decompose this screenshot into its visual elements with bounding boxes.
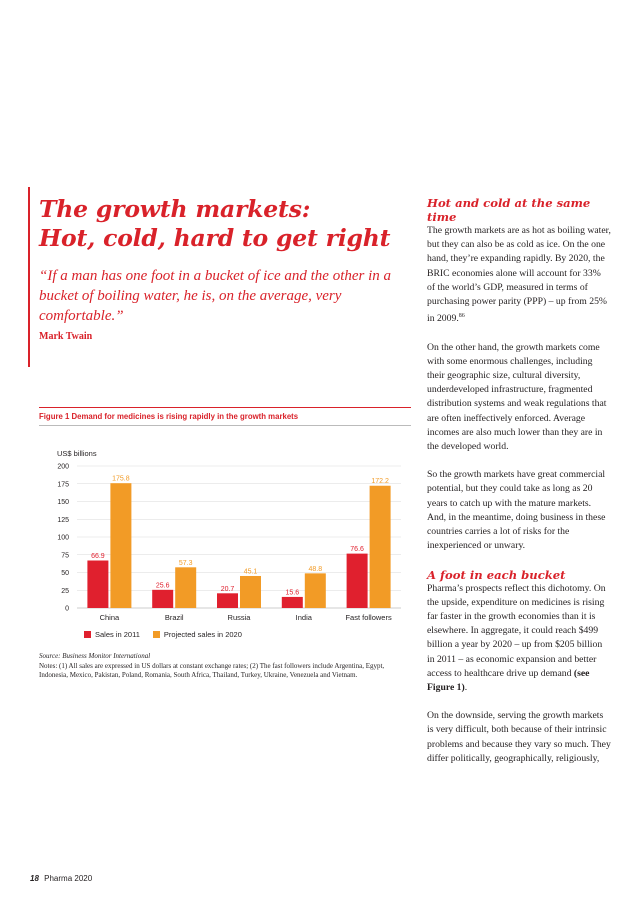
data-label: 25.6 [155, 582, 170, 590]
bar [87, 561, 108, 608]
data-label: 20.7 [220, 585, 235, 593]
page-number: 18 [30, 874, 39, 883]
data-label: 66.9 [91, 553, 105, 561]
x-category-label: Brazil [164, 613, 184, 622]
figure-source-notes [39, 652, 411, 681]
figure-caption: Figure 1 Demand for medicines is rising rapidly in the growth markets [39, 412, 299, 421]
y-axis-label: US$ billions [57, 449, 97, 458]
paragraph-4-text: Pharma’s prospects reflect this dichotomy. On the upside, expenditure on medicines is rising far faster in the growth economies than it is elsewhere. In aggregate, it could reach $499 billion a year by 2020 – up from $205 billion in 2011 – as economic expansion and better access to healthcare drive up demand [427, 582, 606, 679]
page-headline [39, 195, 409, 253]
data-label: 76.6 [350, 546, 364, 554]
bar [152, 590, 173, 608]
figure-source: Source: Business Monitor International [39, 652, 151, 660]
paragraph-2: On the other hand, the growth markets come with some enormous challenges, including their geographic size, cultural diversity, underdeveloped infrastructure, fragmented distribution systems and weak regulations that are often ineffectively enforced. Average incomes are also much lower than they are in the developed world. [427, 341, 607, 453]
legend-label-2011: Sales in 2011 [95, 630, 140, 639]
bar [110, 483, 131, 608]
figure-top-rule [39, 407, 411, 408]
bar [175, 567, 196, 608]
footnote-ref-86: 86 [458, 313, 465, 320]
section-heading-foot-bucket: A foot in each bucket [427, 567, 566, 582]
bar [305, 573, 326, 608]
legend-item-2020 [153, 630, 242, 639]
figure-notes: Notes: (1) All sales are expressed in US dollars at constant exchange rates; (2) The fast followers include Argentina, Egypt, Indonesia, Mexico, Pakistan, Poland, Romania, South Africa, Thailand, Turkey, Ukraine, Venezuela and Vietnam. [39, 661, 385, 679]
y-tick-label: 150 [57, 499, 69, 506]
y-tick-label: 125 [57, 516, 69, 524]
y-tick-label: 0 [65, 605, 69, 613]
paragraph-1-text: The growth markets are as hot as boiling water, but they can also be as cold as ice. On the one hand, they’re expanding rapidly. By 2020, the BRIC economies alone will account for 33% of the world’s GDP, measured in terms of purchasing power parity (PPP) – up from 25% in 2009. [427, 225, 611, 325]
legend-item-2011 [84, 630, 140, 639]
headline-accent-rule [28, 187, 30, 367]
legend-swatch-2020 [153, 631, 160, 638]
headline-line-2: Hot, cold, hard to get right [39, 224, 391, 252]
data-label: 57.3 [178, 559, 193, 567]
footer-title: Pharma 2020 [44, 874, 93, 883]
bar [240, 576, 261, 608]
chart-legend [84, 630, 255, 639]
x-category-label: Fast followers [345, 613, 392, 622]
data-label: 48.8 [308, 565, 323, 573]
bar [347, 554, 368, 608]
figure-reference: (see Figure 1) [427, 667, 590, 693]
headline-line-1: The growth markets: [39, 195, 311, 223]
quote-author: Mark Twain [39, 331, 93, 342]
x-category-label: India [295, 613, 312, 622]
data-label: 15.6 [285, 589, 300, 597]
paragraph-3: So the growth markets have great commercial potential, but they could take as long as 20 years to catch up with the mature markets. And, in the meantime, doing business in these countries carries a lot of risks for the inexperienced or unwary. [427, 469, 606, 552]
legend-swatch-2011 [84, 631, 91, 638]
y-tick-label: 75 [61, 552, 69, 560]
y-tick-label: 50 [61, 570, 69, 577]
y-tick-label: 100 [57, 534, 69, 542]
x-category-label: China [99, 613, 120, 622]
bar [217, 593, 238, 608]
paragraph-4: Pharma’s prospects reflect this dichotomy. On the upside, expenditure on medicines is rising far faster in the growth economies than it is elsewhere. In aggregate, it could reach $499 billion a year by 2020 – up from $205 billion in 2011 – as economic expansion and better access to healthcare drive up demand (see Figure 1). [427, 582, 606, 693]
figure-caption-rule [39, 425, 411, 426]
bar [370, 486, 391, 608]
page-footer [30, 874, 92, 883]
paragraph-5: On the downside, serving the growth markets is very difficult, both because of their intrinsic problems and because they vary so much. They differ politically, geographically, religiously, [427, 710, 611, 764]
x-category-label: Russia [227, 613, 251, 622]
y-tick-label: 200 [57, 463, 69, 471]
epigraph-quote: “If a man has one foot in a bucket of ice and the other in a bucket of boiling water, he is, on the average, very comfortable.” [39, 268, 392, 324]
data-label: 175.8 [112, 475, 130, 483]
data-label: 45.1 [243, 568, 258, 576]
body-column [427, 196, 611, 780]
paragraph-1 [427, 224, 611, 327]
legend-label-2020: Projected sales in 2020 [163, 630, 242, 639]
bar [282, 597, 303, 608]
sales-bar-chart [39, 440, 411, 630]
y-tick-label: 25 [61, 587, 69, 595]
data-label: 172.2 [371, 478, 389, 486]
y-tick-label: 175 [57, 481, 69, 489]
section-heading-hot-cold: Hot and cold at the same time [427, 196, 591, 224]
